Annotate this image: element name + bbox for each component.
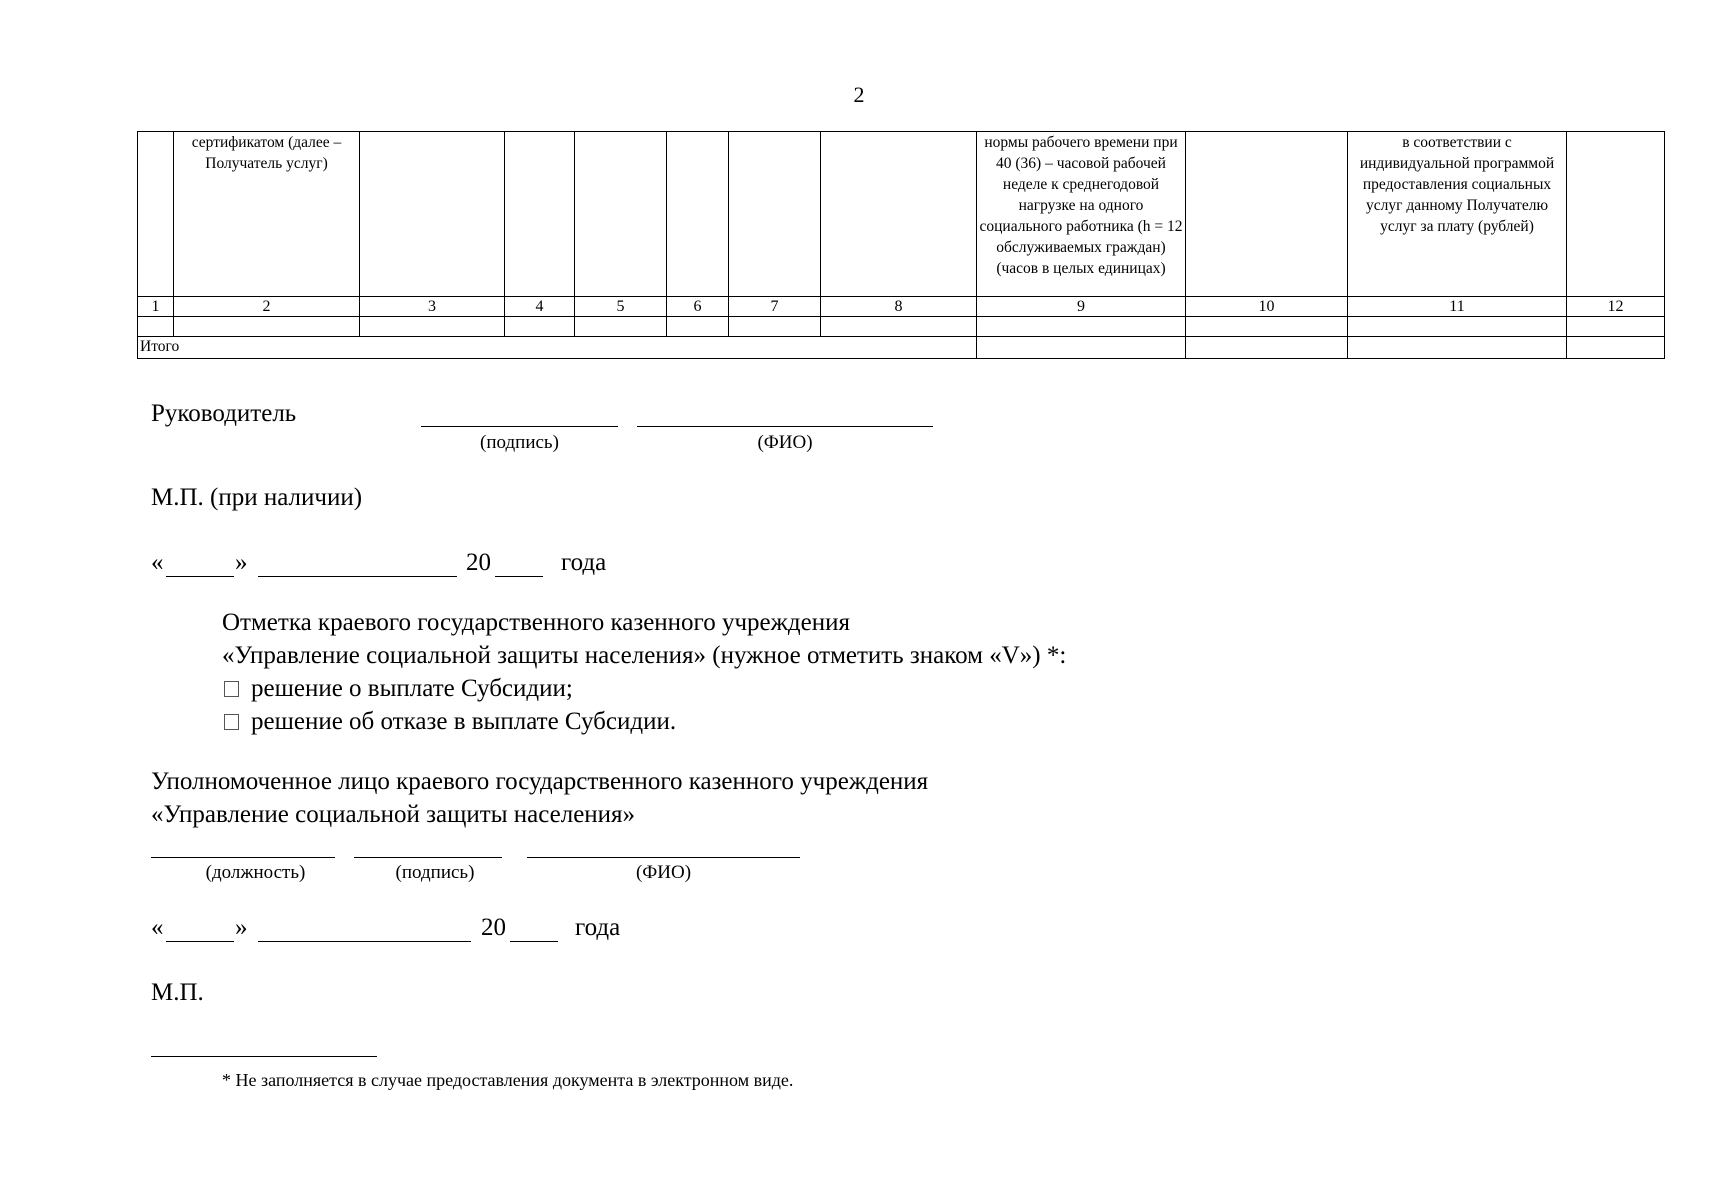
header-cell <box>1567 132 1665 297</box>
header-cell <box>505 132 575 297</box>
footnote: * Не заполняется в случае предоставления документа в электронном виде. <box>222 1070 794 1090</box>
table-cell[interactable] <box>505 317 575 337</box>
head-name-caption: (ФИО) <box>757 432 813 453</box>
mark-line-2: «Управление социальной защиты населения» (нужное отметить знаком «V») *: <box>222 642 1067 669</box>
authorized-name-caption: (ФИО) <box>635 862 692 883</box>
table-cell[interactable] <box>821 317 977 337</box>
month-blank[interactable] <box>258 941 471 942</box>
total-cell[interactable] <box>1186 337 1348 359</box>
header-cell <box>667 132 729 297</box>
table-cell[interactable] <box>360 317 505 337</box>
open-quote: « <box>151 914 164 941</box>
option-payment-decision[interactable] <box>224 675 573 703</box>
seal-note-2: М.П. <box>151 979 204 1006</box>
table-cell[interactable] <box>667 317 729 337</box>
year-suffix: года <box>561 549 607 576</box>
checkbox-icon[interactable] <box>224 681 239 697</box>
column-number: 3 <box>360 297 505 317</box>
column-number: 11 <box>1348 297 1567 317</box>
table-row <box>138 317 1665 337</box>
option-label: решение об отказе в выплате Субсидии. <box>251 708 677 735</box>
services-table <box>137 131 1665 359</box>
table-cell[interactable] <box>1186 317 1348 337</box>
footnote-separator <box>151 1056 377 1057</box>
option-label: решение о выплате Субсидии; <box>251 675 573 702</box>
table-cell[interactable] <box>977 317 1186 337</box>
column-number: 10 <box>1186 297 1348 317</box>
table-header-row <box>138 132 1665 297</box>
column-number: 5 <box>575 297 667 317</box>
header-cell <box>575 132 667 297</box>
close-quote: » <box>235 549 248 576</box>
column-number: 4 <box>505 297 575 317</box>
page-number: 2 <box>853 82 865 107</box>
authorized-signature-caption: (подпись) <box>395 862 475 883</box>
authorized-name-line[interactable] <box>527 857 800 858</box>
authorized-line-2: «Управление социальной защиты населения» <box>151 801 636 828</box>
position-caption: (должность) <box>205 862 306 883</box>
table-cell[interactable] <box>1567 317 1665 337</box>
table-cell[interactable] <box>729 317 821 337</box>
head-label: Руководитель <box>151 400 297 427</box>
mark-line-1: Отметка краевого государственного казенного учреждения <box>222 609 850 636</box>
column-number: 8 <box>821 297 977 317</box>
month-blank[interactable] <box>258 576 457 577</box>
column-number: 7 <box>729 297 821 317</box>
open-quote: « <box>151 549 164 576</box>
total-cell[interactable] <box>977 337 1186 359</box>
table-cell[interactable] <box>174 317 360 337</box>
column-number: 9 <box>977 297 1186 317</box>
year-blank[interactable] <box>510 941 558 942</box>
option-refusal-decision[interactable] <box>224 708 676 736</box>
header-cell: в соответствии с индивидуальной программой предоставления социальных услуг данному Получателю услуг за плату (рублей) <box>1348 132 1567 297</box>
column-number: 6 <box>667 297 729 317</box>
header-cell: нормы рабочего времени при 40 (36) – часовой рабочей неделе к среднегодовой нагрузке на одного социального работника (h = 12 обслуживаемых граждан) (часов в целых единицах) <box>977 132 1186 297</box>
head-name-line[interactable] <box>637 426 933 427</box>
year-blank[interactable] <box>495 576 543 577</box>
position-line[interactable] <box>151 857 335 858</box>
column-numbers-row <box>138 297 1665 317</box>
head-signature-caption: (подпись) <box>480 432 559 453</box>
table-cell[interactable] <box>575 317 667 337</box>
header-cell <box>729 132 821 297</box>
column-number: 2 <box>174 297 360 317</box>
authorized-signature-line[interactable] <box>354 857 502 858</box>
header-cell <box>360 132 505 297</box>
header-cell <box>1186 132 1348 297</box>
table-cell[interactable] <box>1348 317 1567 337</box>
checkbox-icon[interactable] <box>224 714 239 730</box>
column-number: 1 <box>138 297 174 317</box>
authorized-line-1: Уполномоченное лицо краевого государственного казенного учреждения <box>151 768 929 795</box>
total-cell[interactable] <box>1348 337 1567 359</box>
year-prefix: 20 <box>466 549 491 576</box>
header-cell <box>821 132 977 297</box>
total-label: Итого <box>138 337 977 359</box>
total-row <box>138 337 1665 359</box>
close-quote: » <box>235 914 248 941</box>
day-blank[interactable] <box>166 576 234 577</box>
day-blank[interactable] <box>166 941 234 942</box>
header-cell <box>138 132 174 297</box>
year-suffix: года <box>575 914 621 941</box>
seal-note-1: М.П. (при наличии) <box>151 484 363 511</box>
table-cell[interactable] <box>138 317 174 337</box>
column-number: 12 <box>1567 297 1665 317</box>
total-cell[interactable] <box>1567 337 1665 359</box>
year-prefix: 20 <box>481 914 506 941</box>
head-signature-line[interactable] <box>421 426 618 427</box>
header-cell: сертификатом (далее – Получатель услуг) <box>174 132 360 297</box>
